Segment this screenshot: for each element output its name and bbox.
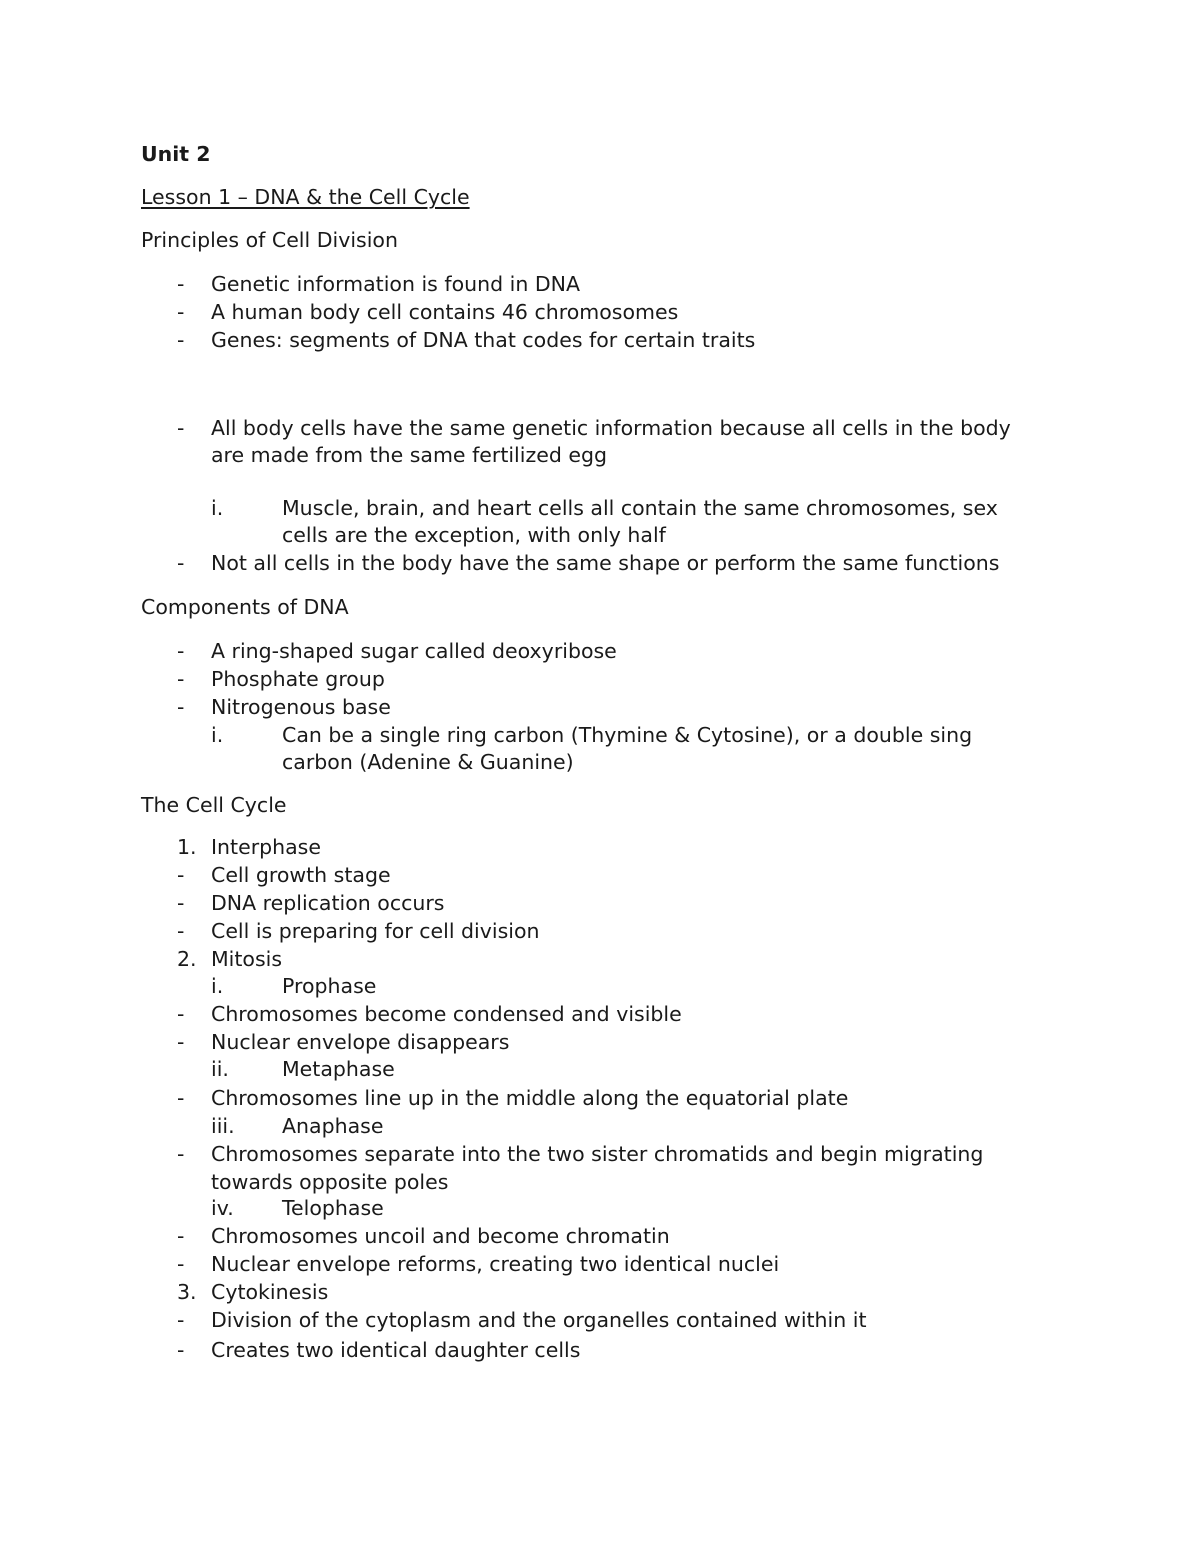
bullet-dash: - (177, 1224, 185, 1248)
bullet-dash: - (177, 300, 185, 324)
list-item-continuation: towards opposite poles (211, 1170, 449, 1194)
numbered-item: Interphase (211, 835, 321, 859)
bullet-dash: - (177, 1252, 185, 1276)
numbered-item: Mitosis (211, 947, 283, 971)
number-marker: 1. (177, 835, 197, 859)
list-item: Creates two identical daughter cells (211, 1338, 581, 1362)
bullet-dash: - (177, 1030, 185, 1054)
section-heading-principles: Principles of Cell Division (141, 228, 398, 252)
sub-list-item-continuation: carbon (Adenine & Guanine) (282, 750, 574, 774)
list-item: Division of the cytoplasm and the organelles contained within it (211, 1308, 867, 1332)
list-item: Chromosomes separate into the two sister chromatids and begin migrating (211, 1142, 984, 1166)
list-item: All body cells have the same genetic information because all cells in the body (211, 416, 1011, 440)
lesson-heading: Lesson 1 – DNA & the Cell Cycle (141, 185, 470, 209)
roman-marker: iii. (211, 1114, 235, 1138)
list-item: Cell is preparing for cell division (211, 919, 540, 943)
list-item: A ring-shaped sugar called deoxyribose (211, 639, 617, 663)
section-heading-cell-cycle: The Cell Cycle (141, 793, 287, 817)
list-item: DNA replication occurs (211, 891, 445, 915)
sub-list-item: Prophase (282, 974, 377, 998)
sub-list-item: Can be a single ring carbon (Thymine & Cytosine), or a double sing (282, 723, 973, 747)
sub-list-item: Muscle, brain, and heart cells all contain the same chromosomes, sex (282, 496, 998, 520)
bullet-dash: - (177, 1338, 185, 1362)
roman-marker: ii. (211, 1057, 229, 1081)
bullet-dash: - (177, 1086, 185, 1110)
list-item: Nuclear envelope reforms, creating two identical nuclei (211, 1252, 780, 1276)
list-item: Nuclear envelope disappears (211, 1030, 510, 1054)
bullet-dash: - (177, 272, 185, 296)
roman-marker: i. (211, 496, 224, 520)
bullet-dash: - (177, 328, 185, 352)
bullet-dash: - (177, 695, 185, 719)
list-item: Chromosomes become condensed and visible (211, 1002, 682, 1026)
list-item: Genetic information is found in DNA (211, 272, 580, 296)
list-item: A human body cell contains 46 chromosomes (211, 300, 679, 324)
list-item: Chromosomes uncoil and become chromatin (211, 1224, 670, 1248)
list-item: Genes: segments of DNA that codes for certain traits (211, 328, 756, 352)
list-item: Phosphate group (211, 667, 385, 691)
sub-list-item: Telophase (282, 1196, 384, 1220)
list-item: Chromosomes line up in the middle along the equatorial plate (211, 1086, 849, 1110)
roman-marker: i. (211, 974, 224, 998)
bullet-dash: - (177, 551, 185, 575)
page-title: Unit 2 (141, 142, 211, 166)
bullet-dash: - (177, 416, 185, 440)
sub-list-item: Anaphase (282, 1114, 384, 1138)
sub-list-item-continuation: cells are the exception, with only half (282, 523, 666, 547)
numbered-item: Cytokinesis (211, 1280, 329, 1304)
bullet-dash: - (177, 1308, 185, 1332)
section-heading-components: Components of DNA (141, 595, 349, 619)
bullet-dash: - (177, 891, 185, 915)
list-item: Not all cells in the body have the same shape or perform the same functions (211, 551, 1000, 575)
bullet-dash: - (177, 1142, 185, 1166)
number-marker: 3. (177, 1280, 197, 1304)
bullet-dash: - (177, 1002, 185, 1026)
bullet-dash: - (177, 667, 185, 691)
list-item: Cell growth stage (211, 863, 391, 887)
list-item-continuation: are made from the same fertilized egg (211, 443, 607, 467)
bullet-dash: - (177, 639, 185, 663)
number-marker: 2. (177, 947, 197, 971)
bullet-dash: - (177, 863, 185, 887)
roman-marker: i. (211, 723, 224, 747)
sub-list-item: Metaphase (282, 1057, 395, 1081)
list-item: Nitrogenous base (211, 695, 391, 719)
roman-marker: iv. (211, 1196, 234, 1220)
bullet-dash: - (177, 919, 185, 943)
